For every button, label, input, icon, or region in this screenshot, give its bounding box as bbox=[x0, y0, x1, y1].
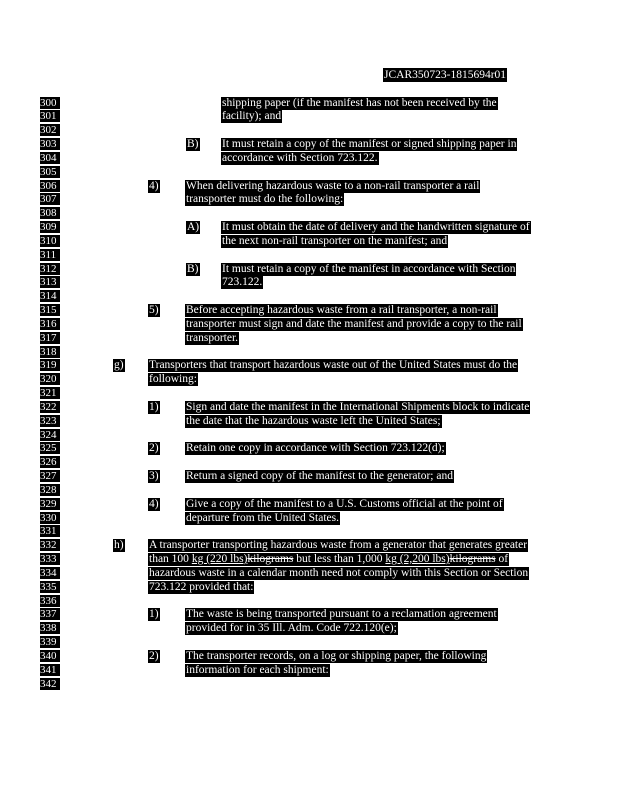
line-number: 311 bbox=[40, 249, 60, 261]
line-number: 333 bbox=[40, 553, 60, 565]
line-number: 310 bbox=[40, 235, 60, 247]
text-segment: of bbox=[495, 553, 509, 565]
line-number: 332 bbox=[40, 539, 60, 551]
text-line: Sign and date the manifest in the International Shipments block to indicate bbox=[186, 401, 530, 413]
text-line: When delivering hazardous waste to a non-rail transporter a rail bbox=[186, 180, 480, 192]
item-label: 4) bbox=[149, 498, 159, 510]
text-segment: but less than 1,000 bbox=[293, 553, 386, 565]
line-number: 301 bbox=[40, 110, 60, 122]
item-label: 2) bbox=[149, 650, 159, 662]
line-number: 342 bbox=[40, 678, 60, 690]
text-line: departure from the United States. bbox=[186, 512, 339, 524]
text-line: provided for in 35 Ill. Adm. Code 722.120(e); bbox=[186, 622, 397, 634]
line-number: 313 bbox=[40, 276, 60, 288]
item-label: 1) bbox=[149, 608, 159, 620]
text-line: Retain one copy in accordance with Section 723.122(d); bbox=[186, 442, 445, 454]
text-line: The transporter records, on a log or shipping paper, the following bbox=[186, 650, 487, 662]
line-number: 303 bbox=[40, 138, 60, 150]
text-line: It must retain a copy of the manifest in accordance with Section bbox=[222, 263, 516, 275]
text-line: hazardous waste in a calendar month need not comply with this Section or Section bbox=[149, 567, 529, 579]
document-code: JCAR350723-1815694r01 bbox=[384, 69, 507, 81]
item-label: A) bbox=[187, 221, 200, 233]
line-number: 318 bbox=[40, 346, 60, 358]
line-number: 341 bbox=[40, 664, 60, 676]
text-line: the date that the hazardous waste left the United States; bbox=[186, 415, 441, 427]
text-segment: than 100 bbox=[149, 553, 192, 565]
text-line-amended bbox=[148, 553, 509, 566]
line-number: 304 bbox=[40, 152, 60, 164]
item-label: 4) bbox=[149, 180, 159, 192]
item-label: B) bbox=[187, 263, 199, 275]
line-number: 302 bbox=[40, 124, 60, 136]
line-number: 319 bbox=[40, 359, 60, 371]
line-number: 307 bbox=[40, 193, 60, 205]
item-label: 2) bbox=[149, 442, 159, 454]
line-number: 337 bbox=[40, 608, 60, 620]
text-line: 723.122 provided that: bbox=[149, 581, 254, 593]
text-line: transporter must sign and date the manifest and provide a copy to the rail bbox=[186, 318, 522, 330]
line-number: 309 bbox=[40, 221, 60, 233]
item-label: 3) bbox=[149, 470, 159, 482]
inserted-text: kg (220 lbs) bbox=[191, 553, 248, 565]
deleted-text: kilograms bbox=[247, 553, 294, 565]
text-line: Give a copy of the manifest to a U.S. Customs official at the point of bbox=[186, 498, 503, 510]
inserted-text: kg (2,200 lbs) bbox=[385, 553, 450, 565]
text-line: It must retain a copy of the manifest or signed shipping paper in bbox=[222, 138, 517, 150]
text-line: shipping paper (if the manifest has not been received by the bbox=[222, 97, 497, 109]
text-line: Return a signed copy of the manifest to the generator; and bbox=[186, 470, 453, 482]
line-number: 317 bbox=[40, 332, 60, 344]
line-number: 340 bbox=[40, 650, 60, 662]
line-number: 323 bbox=[40, 415, 60, 427]
item-label: B) bbox=[187, 138, 199, 150]
line-number: 300 bbox=[40, 97, 60, 109]
line-number: 324 bbox=[40, 429, 60, 441]
text-line: transporter. bbox=[186, 332, 239, 344]
line-number: 320 bbox=[40, 373, 60, 385]
line-number: 328 bbox=[40, 484, 60, 496]
text-line: A transporter transporting hazardous waste from a generator that generates greater bbox=[149, 539, 528, 551]
line-number: 314 bbox=[40, 290, 60, 302]
text-line: facility); and bbox=[222, 110, 282, 122]
text-line: 723.122. bbox=[222, 276, 263, 288]
item-label: g) bbox=[114, 359, 124, 371]
line-number: 327 bbox=[40, 470, 60, 482]
line-number: 335 bbox=[40, 581, 60, 593]
line-number: 322 bbox=[40, 401, 60, 413]
text-line: following: bbox=[149, 373, 197, 385]
text-line: It must obtain the date of delivery and the handwritten signature of bbox=[222, 221, 530, 233]
item-label: 1) bbox=[149, 401, 159, 413]
line-number: 305 bbox=[40, 166, 60, 178]
deleted-text: kilograms bbox=[449, 553, 496, 565]
text-line: Transporters that transport hazardous waste out of the United States must do the bbox=[149, 359, 518, 371]
text-line: accordance with Section 723.122. bbox=[222, 152, 378, 164]
text-line: The waste is being transported pursuant to a reclamation agreement bbox=[186, 608, 497, 620]
line-number: 315 bbox=[40, 304, 60, 316]
line-number: 325 bbox=[40, 442, 60, 454]
line-number: 308 bbox=[40, 207, 60, 219]
item-label: h) bbox=[114, 539, 124, 551]
line-number: 306 bbox=[40, 180, 60, 192]
line-number: 321 bbox=[40, 387, 60, 399]
line-number: 339 bbox=[40, 636, 60, 648]
line-number: 329 bbox=[40, 498, 60, 510]
line-number: 326 bbox=[40, 456, 60, 468]
text-line: transporter must do the following: bbox=[186, 193, 344, 205]
line-number: 334 bbox=[40, 567, 60, 579]
line-number: 338 bbox=[40, 622, 60, 634]
line-number: 330 bbox=[40, 512, 60, 524]
line-number: 316 bbox=[40, 318, 60, 330]
line-number: 312 bbox=[40, 263, 60, 275]
text-line: Before accepting hazardous waste from a rail transporter, a non-rail bbox=[186, 304, 497, 316]
text-line: information for each shipment: bbox=[186, 664, 329, 676]
line-number: 331 bbox=[40, 525, 60, 537]
line-number: 336 bbox=[40, 595, 60, 607]
item-label: 5) bbox=[149, 304, 159, 316]
text-line: the next non-rail transporter on the manifest; and bbox=[222, 235, 448, 247]
